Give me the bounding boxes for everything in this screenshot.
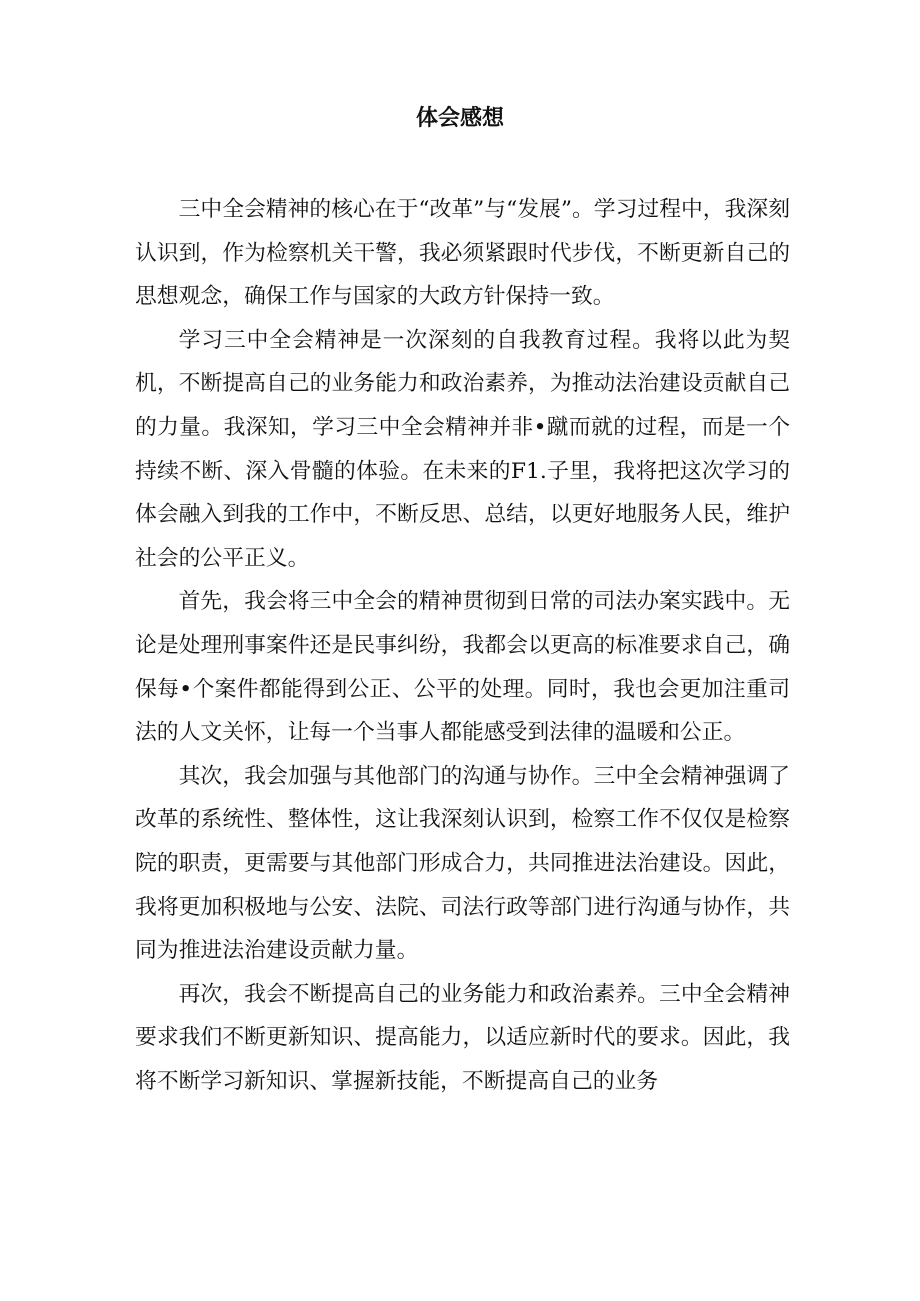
document-title: 体会感想 [415, 106, 504, 131]
paragraph-3: 首先，我会将三中全会的精神贯彻到日常的司法办案实践中。无论是处理刑事案件还是民事纠纷，我都会以更高的标准要求自己，确保每•个案件都能得到公正、公平的处理。同时，我也会更加注重司法的人文关怀，让每一个当事人都能感受到法律的温暖和公正。 [135, 589, 790, 746]
paragraph-2: 学习三中全会精神是一次深刻的自我教育过程。我将以此为契机，不断提高自己的业务能力和政治素养，为推动法治建设贡献自己的力量。我深知，学习三中全会精神并非•蹴而就的过程，而是一个持续不断、深入骨髓的体验。在未来的F1.子里，我将把这次学习的体会融入到我的工作中，不断反思、总结，以更好地服务人民，维护社会的公平正义。 [135, 327, 790, 571]
paragraph-4: 其次，我会加强与其他部门的沟通与协作。三中全会精神强调了改革的系统性、整体性，这让我深刻认识到，检察工作不仅仅是检察院的职责，更需要与其他部门形成合力，共同推进法治建设。因此，我将更加积极地与公安、法院、司法行政等部门进行沟通与协作，共同为推进法治建设贡献力量。 [135, 763, 790, 964]
paragraph-1: 三中全会精神的核心在于“改革”与“发展”。学习过程中，我深刻认识到，作为检察机关干警，我必须紧跟时代步伐，不断更新自己的思想观念，确保工作与国家的大政方针保持一致。 [135, 197, 790, 310]
paragraph-5: 再次，我会不断提高自己的业务能力和政治素养。三中全会精神要求我们不断更新知识、提高能力，以适应新时代的要求。因此，我将不断学习新知识、掌握新技能，不断提高自己的业务 [135, 981, 790, 1094]
document-body [135, 188, 790, 1103]
